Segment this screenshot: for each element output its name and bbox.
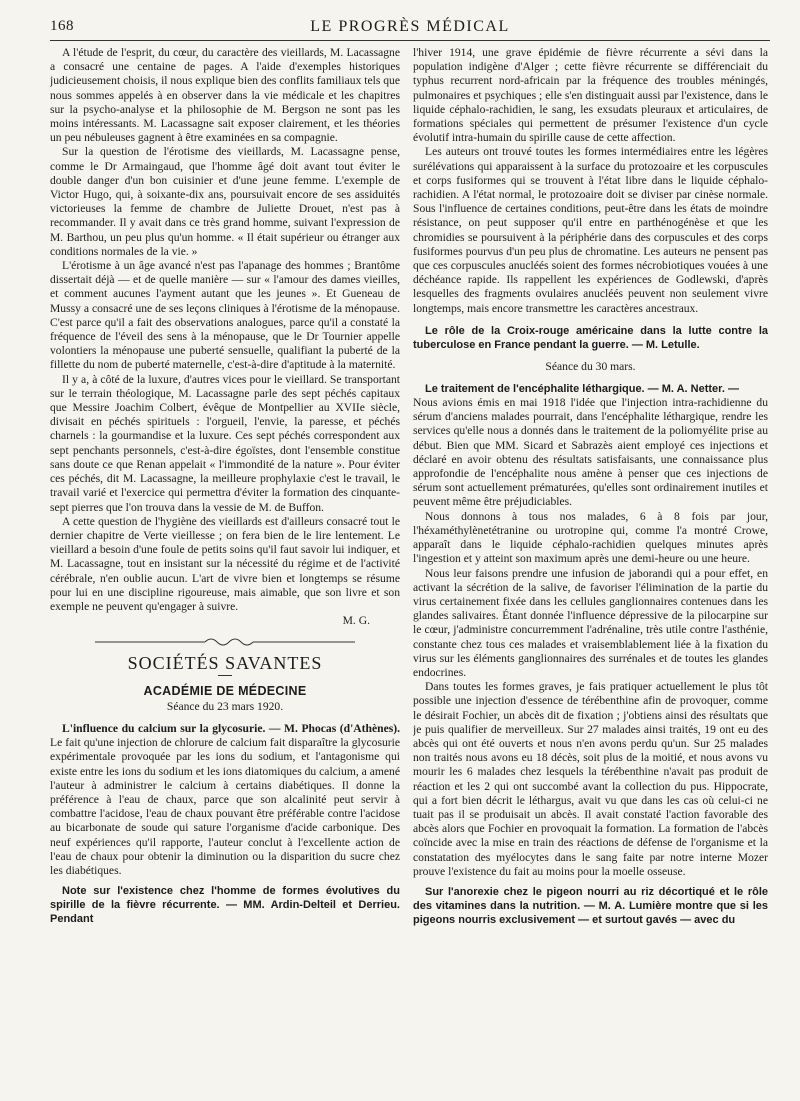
article-paragraph: A cette question de l'hygiène des vieillards est d'ailleurs consacré tout le dernier chapitre de Verte vieillesse ; on fera bien de le lire lentement. Le vieillard a besoin d'une foule de petits soins qu'il faut savoir lui indiquer, et M. Lacassagne, tout en insistant sur la nécessité du régime et de l'activité cérébrale, n'en oublie aucun. L'art de vivre bien et longtemps se résume pour lui en une discipline rigoureuse, mais aimable, que son livre et son exemple ne peuvent qu'engager à suivre.	[50, 514, 400, 613]
note-pigeon-anorexia: Sur l'anorexie chez le pigeon nourri au riz décortiqué et le rôle des vitamines dans la nutrition. — M. A. Lumière montre que si les pigeons nourris exclusivement — et surtout gavés — avec du	[413, 885, 768, 926]
session-date: Séance du 23 mars 1920.	[166, 699, 284, 713]
encephalitis-lead: Le traitement de l'encéphalite léthargique. — M. A. Netter. —	[425, 383, 739, 396]
note-red-cross: Le rôle de la Croix-rouge américaine dans la lutte contre la tuberculose en France pendant la guerre. — M. Letulle.	[413, 324, 768, 351]
session-date-right: Séance du 30 mars.	[545, 359, 636, 373]
article-paragraph: A l'étude de l'esprit, du cœur, du caractère des vieillards, M. Lacassagne a consacré une centaine de pages. A l'aide d'exemples historiques judicieusement choisis, il nous explique bien des conflits familiaux tels que nous sommes appelés à en observer dans la vie médicale et les chapitres sur la psycho-analyse et la philosophie de M. Bergson ne sont pas les moins intéressants. M. Lacassagne sait exposer clairement, et les théories un peu nébuleuses gagnent à être examinées en sa compagnie.	[50, 46, 400, 145]
page-header	[50, 16, 770, 41]
journal-title: LE PROGRÈS MÉDICAL	[310, 18, 510, 35]
article-signature: M. G.	[342, 614, 370, 628]
article-paragraph: Nous leur faisons prendre une infusion de jaborandi qui a pour effet, en activant la sécrétion de la salive, de favoriser l'élimination de la partie du virus certainement fixée dans les cellules ganglionnaires contenues dans les glandes salivaires. Étant donnée l'influence dépressive de la pilocarpine sur le cœur, j'administre concurremment l'adrénaline, très utile contre l'asthénie, constante chez tous ces malades et vraisemblablement liée à la fixation du virus sur les éléments ganglionnaires des surrénales et de toutes les glandes endocrines.	[413, 566, 768, 679]
article-paragraph: Dans toutes les formes graves, je fais pratiquer actuellement le plus tôt possible une injection d'essence de térébenthine afin de provoquer, comme le désirait Fochier, un abcès dit de fixation ; j'obtiens ainsi des résultats que je puis qualifier de merveilleux. Sur 27 malades ainsi traités, 19 ont eu des abcès qui ont été ouverts et nous n'en avons perdu qu'un. Sur 25 malades non traités nous avons eu 18 décès, soit plus de la moitié, et nous avons vu mourir les 6 malades chez lesquels la térébenthine n'avait pas produit de réaction et les 2 qui ont succombé avant la collection du pus. Hippocrate, qui a fort bien décrit le léthargus, avait vu que dans les cas où celui-ci ne tuait pas il se produisait un abcès. Il avait constaté l'action favorable des abcès alors que Fochier en provoquait la formation. La formation de l'abcès coïncide avec la mise en train des réactions de défense de l'organisme et la constatation des myélocytes dans le sang faite par notre interne Mozer prouve l'existence du fait au moins pour la moelle osseuse.	[413, 680, 768, 878]
left-column	[50, 46, 400, 1096]
page-number: 168	[50, 18, 74, 34]
right-column	[413, 46, 768, 1096]
calcium-lead: L'influence du calcium sur la glycosurie. — M. Phocas (d'Athènes).	[62, 721, 400, 735]
calcium-body: Le fait qu'une injection de chlorure de calcium fait disparaître la glycosurie expérimentale provoquée par les ions du sodium, et l'antagonisme qui existe entre les ions du sodium et les ions diatomiques du calcium, a amené l'auteur à administrer le calcium à certains diabétiques. Il donne la préférence à l'eau de chaux, parce que son alcalinité peut servir à combattre l'acidose, l'eau de chaux pouvant être préférable contre l'acidose au bicarbonate de soude qui sature l'organisme d'acide carbonique. Des neuf expériences qu'il rapporte, l'auteur conclut à l'excellente action de l'eau de chaux pour obtenir la diminution ou la disparition du sucre chez les diabétiques.	[50, 736, 400, 877]
calcium-paragraph	[50, 722, 400, 878]
article-paragraph: Les auteurs ont trouvé toutes les formes intermédiaires entre les légères surélévations qui apparaissent à la surface du protozoaire et les corpuscules et corps fusiformes qui se trouvent à l'état libre dans le liquide céphalo-rachidien. A l'état normal, le protozoaire doit se diviser par cinèse normale. Sous l'influence de certaines conditions, peut-être dans les états de moindre résistance, on peut supposer qu'il entre en parthénogénèse et que les chromidies se poursuivent à la périphérie dans des corpuscules et des corps fusiformes pourvus d'un peu plus de chromatine. Les auteurs ne pensent pas que ces corpuscules anucléés soient des formes nécrobiotiques vouées à une déchéance rapide. Ils rappellent les expériences de Godlewski, d'après lesquelles des fragments ovulaires anucléés peuvent non seulement vivre longtemps, mais encore transmettre les caractères ancestraux.	[413, 145, 768, 315]
article-paragraph: Nous avions émis en mai 1918 l'idée que l'injection intra-rachidienne du sérum d'anciens malades pourrait, dans l'encéphalite léthargique, rendre les services qu'elle nous a donnés dans le traitement de la poliomyélite prise au début. Bien que MM. Sicard et Sabrazès aient employé ces injections et déclaré en avoir obtenu des résultats satisfaisants, une connaissance plus approfondie de l'encéphalite nous amène à penser que ces injections de sérum sont actuellement prématurées, qu'elles sont ordinairement inutiles et peuvent même être préjudiciables.	[413, 396, 768, 509]
academy-title: ACADÉMIE DE MÉDECINE	[143, 683, 307, 698]
section-title: SOCIÉTÉS SAVANTES	[127, 653, 323, 674]
article-paragraph: Nous donnons à tous nos malades, 6 à 8 fois par jour, l'héxaméthylènetétranine ou urotropine qui, comme l'a montré Crowe, apparaît dans le liquide céphalo-rachidien quelques minutes après l'ingestion et y atteint son maximum après une demi-heure ou une heure.	[413, 509, 768, 566]
article-paragraph: L'érotisme à un âge avancé n'est pas l'apanage des hommes ; Brantôme dissertait déjà — et de quelle manière — sur « l'amour des dames vieilles, et comment aucunes l'ayment autant que les jeunes ». Et Gueneau de Mussy a consacré une de ses leçons cliniques à l'érotisme de la ménopause. C'est parce qu'il a fait des observations analogues, parce qu'il a constaté la fréquence de l'éveil des sens à la ménopause, que le Dr Tournier appelle volontiers la ménopause une puberté sensuelle, qualifiant la puberté de la fillette du nom de puberté maternelle, c'est-à-dire d'aptitude à la maternité.	[50, 259, 400, 372]
article-paragraph: Sur la question de l'érotisme des vieillards, M. Lacassagne pense, comme le Dr Armaingaud, que l'homme âgé doit avant tout éviter le double danger d'un bon cuisinier et d'une jeune femme. L'exemple de Victor Hugo, qui, à soixante-dix ans, poursuivait encore de ses assiduités victorieuses la femme de chambre de Juliette Drouet, n'est pas à recommander. Il y avait dans ce très grand homme, suivant l'expression de M. Barthou, un peu plus qu'un homme. « Il était supérieur ou étranger aux conditions normales de la vie. »	[50, 145, 400, 258]
note-relapsing-fever: Note sur l'existence chez l'homme de formes évolutives du spirille de la fièvre récurrente. — MM. Ardin-Delteil et Derrieu. Pendant	[50, 885, 400, 926]
ornamental-divider	[50, 636, 400, 648]
section-rule	[218, 675, 232, 676]
article-paragraph: Il y a, à côté de la luxure, d'autres vices pour le vieillard. Se transportant sur le terrain théologique, M. Lacassagne parle des sept péchés capitaux que Messire Joachim Colbert, évêque de Montpellier au XVIIe siècle, divisait en péchés spirituels : l'orgueil, l'envie, la paresse, et péchés charnels : la gourmandise et la luxure. Ces sept péchés correspondent aux sept penchants personnels, c'est-à-dire égoïstes, dont l'ensemble constitue sans doute ce que Renan appelait « l'immondité de la nature ». Pour éviter ces péchés, dit M. Lacassagne, la meilleure prophylaxie c'est le travail, le travail varié et l'exercice qui permettra d'éviter la formation des cinquante-sept pierres que l'on trouva dans la vessie de M. de Buffon.	[50, 372, 400, 514]
article-paragraph: l'hiver 1914, une grave épidémie de fièvre récurrente a sévi dans la population indigène d'Alger ; cette fièvre récurrente se différenciait du typhus recurrent nord-africain par la fréquence des troubles méningés, pulmonaires et psychiques ; elle s'en distinguait aussi par l'existence, dans le liquide céphalo-rachidien, le sang, les exsudats pleuraux et articulaires, de formations spéciales qui permettent de présumer l'existence d'un cycle évolutif intra-humain du spirille cause de cette affection.	[413, 46, 768, 145]
